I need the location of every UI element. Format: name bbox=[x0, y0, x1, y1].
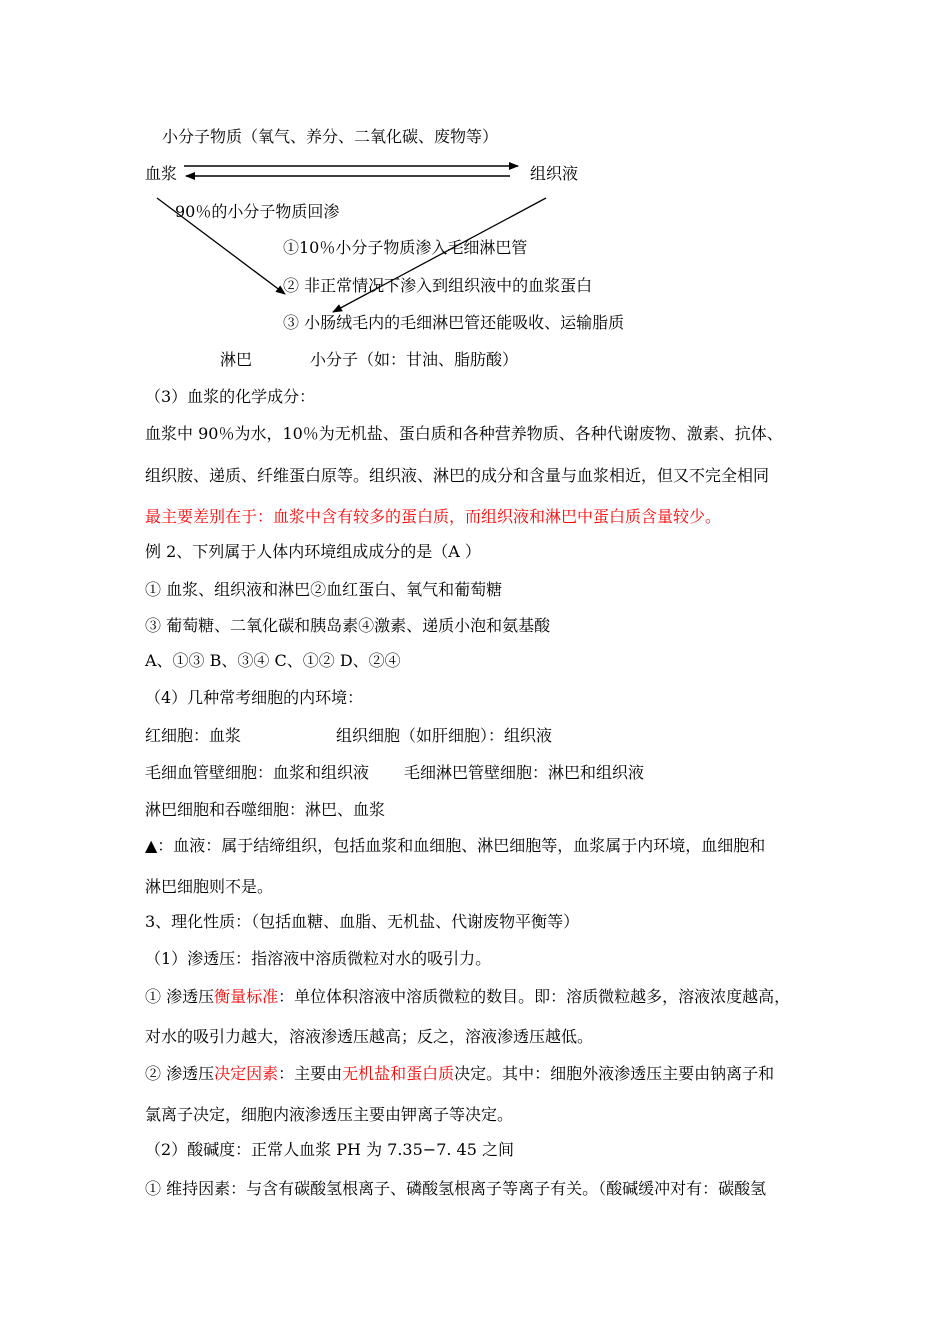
cell-capillary: 毛细血管壁细胞：血浆和组织液 bbox=[145, 763, 370, 782]
example-2-choices: A、①③ B、③④ C、①② D、②④ bbox=[145, 651, 401, 670]
diagram-node-tissue-fluid: 组织液 bbox=[530, 164, 579, 183]
diagram-arrows bbox=[0, 0, 950, 400]
ph-point-1: ① 维持因素：与含有碳酸氢根离子、磷酸氢根离子等离子有关。（酸碱缓冲对有：碳酸氢 bbox=[145, 1179, 767, 1198]
diagram-node-plasma: 血浆 bbox=[145, 164, 178, 183]
osmotic-point-1: ① 渗透压衡量标准：单位体积溶液中溶质微粒的数目。即：溶质微粒越多，溶液浓度越高， bbox=[145, 987, 791, 1006]
diagram-return-label: 90％的小分子物质回渗 bbox=[175, 202, 340, 221]
osmotic-point-2: ② 渗透压决定因素：主要由无机盐和蛋白质决定。其中：细胞外液渗透压主要由钠离子和 bbox=[145, 1064, 775, 1083]
cell-lymph-capillary: 毛细淋巴管壁细胞：淋巴和组织液 bbox=[404, 763, 645, 782]
ph-heading: （2）酸碱度：正常人血浆 PH 为 7.35−7. 45 之间 bbox=[145, 1140, 514, 1159]
blood-note-line-2: 淋巴细胞则不是。 bbox=[145, 877, 274, 896]
example-2-option-2: ③ 葡萄糖、二氧化碳和胰岛素④激素、递质小泡和氨基酸 bbox=[145, 616, 551, 635]
osmotic-point-1-line-2: 对水的吸引力越大，溶液渗透压越高；反之，溶液渗透压越低。 bbox=[145, 1027, 594, 1046]
section-3-line-2: 组织胺、递质、纤维蛋白原等。组织液、淋巴的成分和含量与血浆相近，但又不完全相同 bbox=[145, 466, 770, 485]
osmotic-point-2-line-2: 氯离子决定，细胞内液渗透压主要由钾离子等决定。 bbox=[145, 1105, 514, 1124]
diagram-note-1: ①10％小分子物质渗入毛细淋巴管 bbox=[283, 238, 528, 257]
example-2-option-1: ① 血浆、组织液和淋巴②血红蛋白、氧气和葡萄糖 bbox=[145, 580, 503, 599]
section-3-highlight: 最主要差别在于：血浆中含有较多的蛋白质，而组织液和淋巴中蛋白质含量较少。 bbox=[145, 507, 722, 526]
diagram-bottom-label: 小分子（如：甘油、脂肪酸） bbox=[310, 350, 519, 369]
section-3-line-1: 血浆中 90％为水，10％为无机盐、蛋白质和各种营养物质、各种代谢废物、激素、抗体、 bbox=[145, 424, 783, 443]
physicochemical-heading: 3、理化性质：（包括血糖、血脂、无机盐、代谢废物平衡等） bbox=[145, 912, 580, 931]
cell-lymphocyte: 淋巴细胞和吞噬细胞：淋巴、血浆 bbox=[145, 800, 386, 819]
diagram-note-3: ③ 小肠绒毛内的毛细淋巴管还能吸收、运输脂质 bbox=[283, 313, 625, 332]
diagram-node-lymph: 淋巴 bbox=[220, 350, 253, 369]
diagram-note-2: ② 非正常情况下渗入到组织液中的血浆蛋白 bbox=[283, 276, 593, 295]
osmotic-heading: （1）渗透压：指溶液中溶质微粒对水的吸引力。 bbox=[145, 949, 492, 968]
example-2-question: 例 2、下列属于人体内环境组成成分的是（A ） bbox=[145, 542, 481, 561]
blood-note-line-1: ▲：血液：属于结缔组织，包括血浆和血细胞、淋巴细胞等，血浆属于内环境，血细胞和 bbox=[145, 836, 766, 855]
section-4-heading: （4）几种常考细胞的内环境： bbox=[145, 688, 364, 707]
cell-tissue: 组织细胞（如肝细胞）：组织液 bbox=[336, 726, 553, 745]
cell-rbc: 红细胞：血浆 bbox=[145, 726, 242, 745]
diagram-top-label: 小分子物质（氧气、养分、二氧化碳、废物等） bbox=[162, 127, 499, 146]
section-3-heading: （3）血浆的化学成分： bbox=[145, 387, 316, 406]
